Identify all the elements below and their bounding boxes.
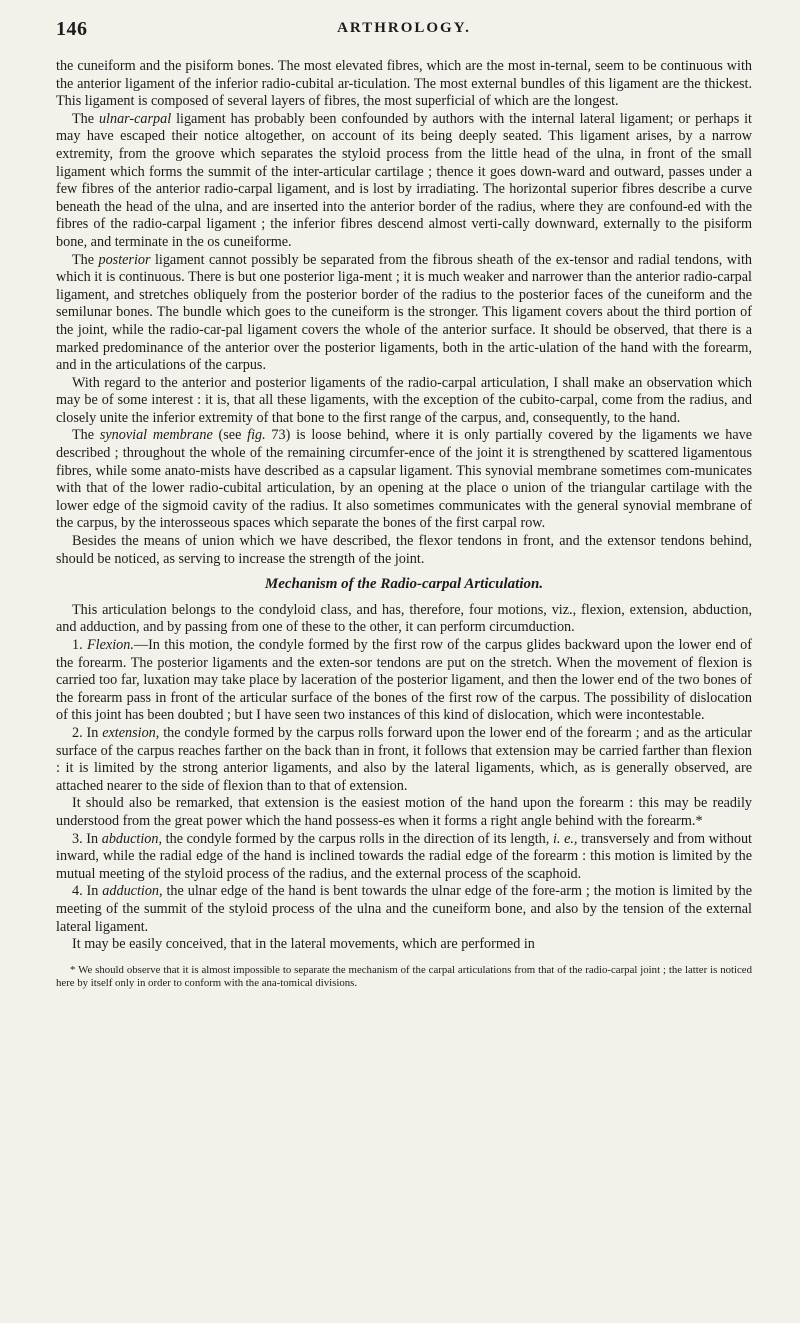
- body-text: [56, 58, 752, 954]
- footnote: * We should observe that it is almost impossible to separate the mechanism of the carpal articulations from that of the radio-carpal joint ; the latter is noticed here by itself only in order to conform with the ana-tomical divisions.: [56, 963, 752, 989]
- text-run: ligament cannot possibly be separated from the fibrous sheath of the ex-tensor and radial tendons, with which it is continuous. There is but one posterior liga-ment ; it is much weaker and narrower than the anterior radio-carpal ligament, and stretches obliquely from the posterior border of the radius to the posterior faces of the cuneiform and the semilunar bones. The bundle which goes to the cuneiform is the stronger. This ligament covers about the third portion of the joint, while the radio-car-pal ligament covers the whole of the anterior surface. It should be observed, that there is a marked predominance of the anterior over the posterior ligaments, both in the artic-ulation of the hand with the forearm, and in the articulations of the carpus.: [56, 251, 752, 374]
- text-run: 3. In: [72, 830, 102, 847]
- paragraph: [56, 58, 752, 111]
- italic-text: abduction,: [101, 830, 163, 847]
- text-run: transversely and from without inward, while the radial edge of the hand is inclined towards the radial edge of the forearm : this motion is limited by the mutual meeting of the styloid process of the radius, and the external process of the scaphoid.: [56, 830, 752, 882]
- paragraph: [56, 725, 752, 795]
- text-run: The: [72, 251, 99, 268]
- paragraph: [56, 375, 752, 428]
- text-run: the cuneiform and the pisiform bones. The most elevated fibres, which are the most in-ternal, seem to be continuous with the anterior ligament of the inferior radio-cubital ar-ticulation. The most external bundles of this ligament are the thickest. This ligament is composed of several layers of fibres, the most superficial of which are the longest.: [56, 58, 752, 110]
- paragraph: [56, 602, 752, 637]
- text-run: Besides the means of union which we have described, the flexor tendons in front, and the extensor tendons behind, should be noticed, as serving to increase the strength of the joint.: [56, 533, 752, 567]
- italic-text: fig.: [247, 427, 266, 444]
- paragraph: [56, 831, 752, 884]
- paragraph: [56, 427, 752, 533]
- section-ligaments: [56, 58, 752, 568]
- text-run: (see: [212, 427, 248, 444]
- text-run: ligament has probably been confounded by authors with the internal lateral ligament; or perhaps it may have escaped their notice altogether, on account of its being deeply seated. This ligament arises, by a narrow extremity, from the groove which separates the styloid process from the little head of the ulna, in front of the small ligament which forms the summit of the inter-articular cartilage ; thence it goes down-ward and outward, passes under a few fibres of the anterior radio-carpal ligament, and is lost by irradiating. The horizontal superior fibres describe a curve beneath the head of the ulna, and are inserted into the anterior border of the radius, where they are confound-ed with the fibres of the radio-carpal ligament ; the inferior fibres descend almost verti-cally downward, externally to the pisiform bone, and terminate in the os cuneiforme.: [56, 110, 752, 250]
- text-run: With regard to the anterior and posterior ligaments of the radio-carpal articulation, I shall make an observation which may be of some interest : it is, that all these ligaments, with the exception of the cubito-carpal, come from the radius, and closely unite the inferior extremity of that bone to the first range of the carpus, and, consequently, to the hand.: [56, 374, 752, 426]
- paragraph: [56, 936, 752, 954]
- text-run: the condyle formed by the carpus rolls in the direction of its length,: [162, 830, 553, 847]
- paragraph: [56, 883, 752, 936]
- paragraph: [56, 252, 752, 375]
- paragraph: [56, 533, 752, 568]
- italic-text: extension,: [102, 724, 160, 741]
- footnotes: [56, 964, 752, 990]
- text-run: 2. In: [72, 724, 103, 741]
- paragraph: [56, 111, 752, 252]
- text-run: The: [72, 427, 100, 444]
- text-run: It should also be remarked, that extension is the easiest motion of the hand upon the forearm : this may be readily understood from the great power which the hand possess-es when it forms a right angle behind with the forearm.*: [56, 795, 752, 829]
- italic-text: Flexion.: [87, 637, 134, 653]
- text-run: This articulation belongs to the condyloid class, and has, therefore, four motions, viz., flexion, extension, abduction, and adduction, and by passing from one of these to the other, it can perform circumduction.: [56, 601, 752, 636]
- italic-text: posterior: [98, 251, 151, 268]
- italic-text: adduction,: [102, 883, 163, 900]
- section-heading: Mechanism of the Radio-carpal Articulation.: [264, 576, 544, 593]
- italic-text: synovial membrane: [99, 427, 213, 444]
- paragraph: [56, 795, 752, 830]
- section-mechanism: [56, 602, 752, 954]
- text-run: The: [72, 110, 99, 127]
- text-run: —In this motion, the condyle formed by the first row of the carpus glides backward upon the lower end of the forearm. The posterior ligaments and the exten-sor tendons are put on the stretch. When the movement of flexion is carried too far, luxation may take place by laceration of the posterior ligament, and then the lower end of the two bones of the forearm pass in front of the articular surface of the bones of the first row of the carpus. The possibility of dislocation of this joint has been doubted ; but I have seen two instances of this kind of dislocation, which were incontestable.: [56, 637, 752, 724]
- text-run: 1.: [72, 637, 87, 653]
- text-run: It may be easily conceived, that in the lateral movements, which are performed in: [72, 936, 535, 953]
- running-head: ARTHROLOGY.: [337, 20, 471, 36]
- text-run: the ulnar edge of the hand is bent towards the ulnar edge of the fore-arm ; the motion is limited by the meeting of the summit of the styloid process of the ulna and the cuneiform bone, and also by the tension of the external lateral ligament.: [56, 883, 752, 935]
- page-header: [56, 18, 752, 46]
- text-run: 73) is loose behind, where it is only partially covered by the ligaments we have described ; throughout the whole of the remaining circumfer-ence of the joint it is strengthened by scattered ligamentous fibres, while some anato-mists have described as a capsular ligament. This synovial membrane sometimes com-municates with that of the lower radio-cubital articulation, by an opening at the place o union of the triangular cartilage with the lower edge of the sigmoid cavity of the radius. It also sometimes communicates with the general synovial membrane of the carpus, by the interosseous spaces which separate the bones of the first carpal row.: [56, 427, 753, 532]
- italic-text: i. e.,: [552, 830, 578, 847]
- paragraph: [56, 637, 752, 725]
- page-number: 146: [56, 18, 88, 40]
- text-run: the condyle formed by the carpus rolls forward upon the lower end of the forearm ; and as the articular surface of the carpus reaches farther on the back than in front, it follows that extension may be carried farther than flexion : it is limited by the strong anterior ligaments, and also by the lateral ligaments, which, as is generally observed, are attached nearer to the side of flexion than to that of extension.: [56, 724, 752, 794]
- text-run: 4. In: [72, 883, 103, 900]
- italic-text: ulnar-carpal: [98, 110, 172, 127]
